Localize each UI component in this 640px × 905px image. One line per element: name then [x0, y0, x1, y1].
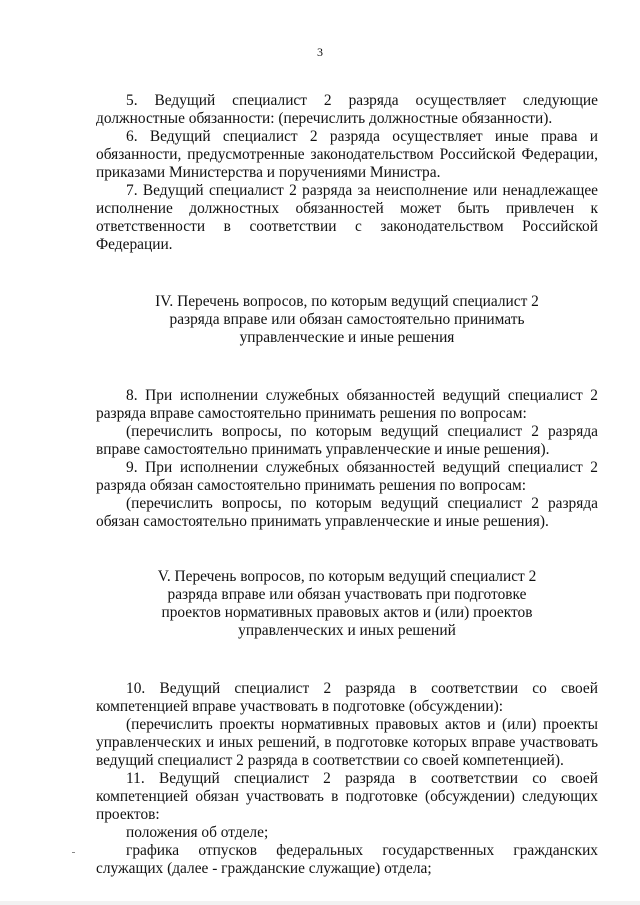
section-v-heading: V. Перечень вопросов, по которым ведущий специалист 2 разряда вправе или обязан участвовать при подготовке проектов нормативных правовых актов и (или) проектов управленческих и иных решений: [157, 568, 537, 639]
paragraph-8: 8. При исполнении служебных обязанностей ведущий специалист 2 разряда вправе самостоятельно принимать решения по вопросам:: [96, 387, 598, 422]
paragraph-8-note: (перечислить вопросы, по которым ведущий специалист 2 разряда вправе самостоятельно принимать управленческие и иные решения).: [96, 423, 598, 458]
scan-mark: [72, 852, 75, 853]
paragraph-7: 7. Ведущий специалист 2 разряда за неисполнение или ненадлежащее исполнение должностных обязанностей может быть привлечен к ответственности в соответствии с законодательством Российской Федерации.: [96, 182, 598, 253]
paragraph-11: 11. Ведущий специалист 2 разряда в соответствии со своей компетенцией обязан участвовать в подготовке (обсуждении) следующих проектов:: [96, 770, 598, 823]
page-number: 3: [317, 45, 323, 59]
paragraph-9-note: (перечислить вопросы, по которым ведущий специалист 2 разряда обязан самостоятельно принимать управленческие и иные решения).: [96, 495, 598, 530]
section-iv-heading: IV. Перечень вопросов, по которым ведущий специалист 2 разряда вправе или обязан самостоятельно принимать управленческие и иные решения: [155, 293, 539, 346]
document-body: [96, 92, 598, 878]
paragraph-5: 5. Ведущий специалист 2 разряда осуществляет следующие должностные обязанности: (перечислить должностные обязанности).: [96, 92, 598, 127]
scan-bottom-edge: [0, 901, 640, 905]
list-item-vacation-schedule: графика отпусков федеральных государственных гражданских служащих (далее - гражданские служащие) отдела;: [96, 842, 598, 877]
paragraph-10-note: (перечислить проекты нормативных правовых актов и (или) проекты управленческих и иных решений, в подготовке которых вправе участвовать ведущий специалист 2 разряда в соответствии со своей компетенцией).: [96, 716, 598, 769]
paragraph-10: 10. Ведущий специалист 2 разряда в соответствии со своей компетенцией вправе участвовать в подготовке (обсуждении):: [96, 680, 598, 715]
paragraph-6: 6. Ведущий специалист 2 разряда осуществляет иные права и обязанности, предусмотренные законодательством Российской Федерации, приказами Министерства и поручениями Министра.: [96, 128, 598, 181]
list-item-regulation: положения об отделе;: [126, 824, 269, 841]
paragraph-9: 9. При исполнении служебных обязанностей ведущий специалист 2 разряда обязан самостоятельно принимать решения по вопросам:: [96, 459, 598, 494]
